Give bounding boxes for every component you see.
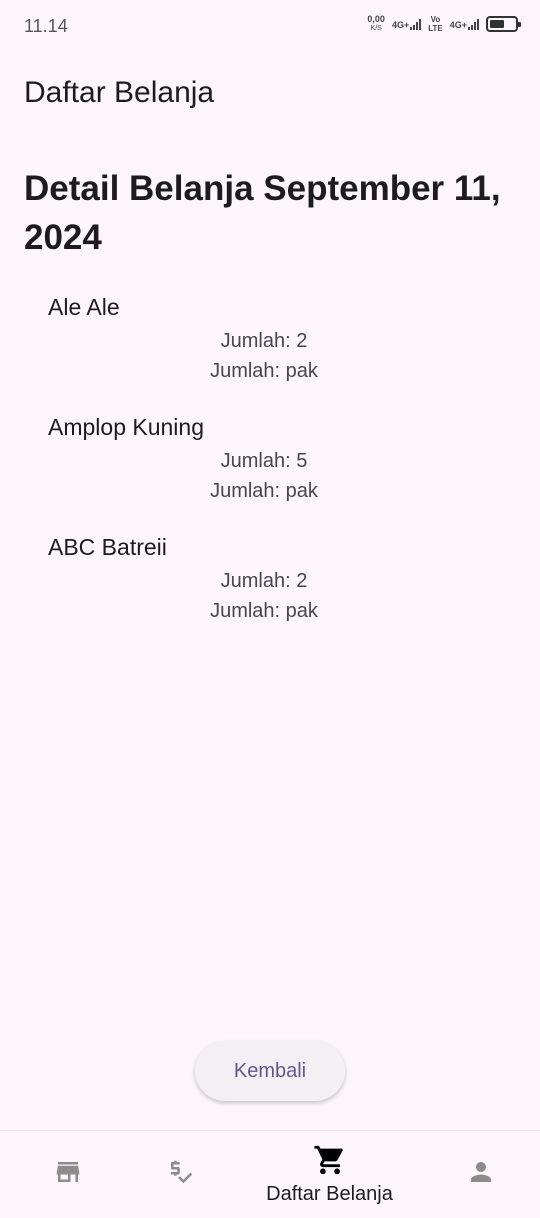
app-bar-title: Daftar Belanja xyxy=(24,76,215,109)
store-icon xyxy=(53,1157,83,1187)
nav-item-profile[interactable] xyxy=(413,1131,540,1218)
bottom-navigation xyxy=(0,1130,540,1218)
nav-item-price-check[interactable] xyxy=(113,1131,248,1218)
price-check-icon xyxy=(166,1157,196,1187)
item-name: ABC Batreii xyxy=(48,534,167,560)
signal-1-icon: 4G+ xyxy=(392,19,421,30)
list-item xyxy=(0,530,540,650)
signal-2-icon: 4G+ xyxy=(450,19,479,30)
item-quantity: Jumlah: 5 xyxy=(220,450,308,472)
person-icon xyxy=(466,1157,496,1187)
item-quantity: Jumlah: 2 xyxy=(220,570,308,592)
back-button[interactable]: Kembali xyxy=(195,1041,345,1101)
volte-icon: Vo LTE xyxy=(428,15,443,33)
status-time: 11.14 xyxy=(24,16,68,36)
item-unit: Jumlah: pak xyxy=(210,600,318,622)
shopping-item-list xyxy=(0,290,540,650)
item-unit: Jumlah: pak xyxy=(210,360,318,382)
item-unit: Jumlah: pak xyxy=(210,480,318,502)
list-item xyxy=(0,290,540,410)
network-speed: 0,00 K/S xyxy=(367,14,385,32)
battery-icon xyxy=(486,16,518,32)
nav-item-daftar-belanja[interactable] xyxy=(262,1131,397,1218)
status-icons xyxy=(367,15,518,33)
status-bar xyxy=(0,0,540,56)
shopping-cart-icon xyxy=(313,1143,347,1177)
list-item xyxy=(0,410,540,530)
item-quantity: Jumlah: 2 xyxy=(220,330,308,352)
nav-label: Daftar Belanja xyxy=(266,1183,393,1205)
item-name: Amplop Kuning xyxy=(48,414,204,440)
item-name: Ale Ale xyxy=(48,294,120,320)
page-title: Detail Belanja September 11, 2024 xyxy=(24,169,501,257)
